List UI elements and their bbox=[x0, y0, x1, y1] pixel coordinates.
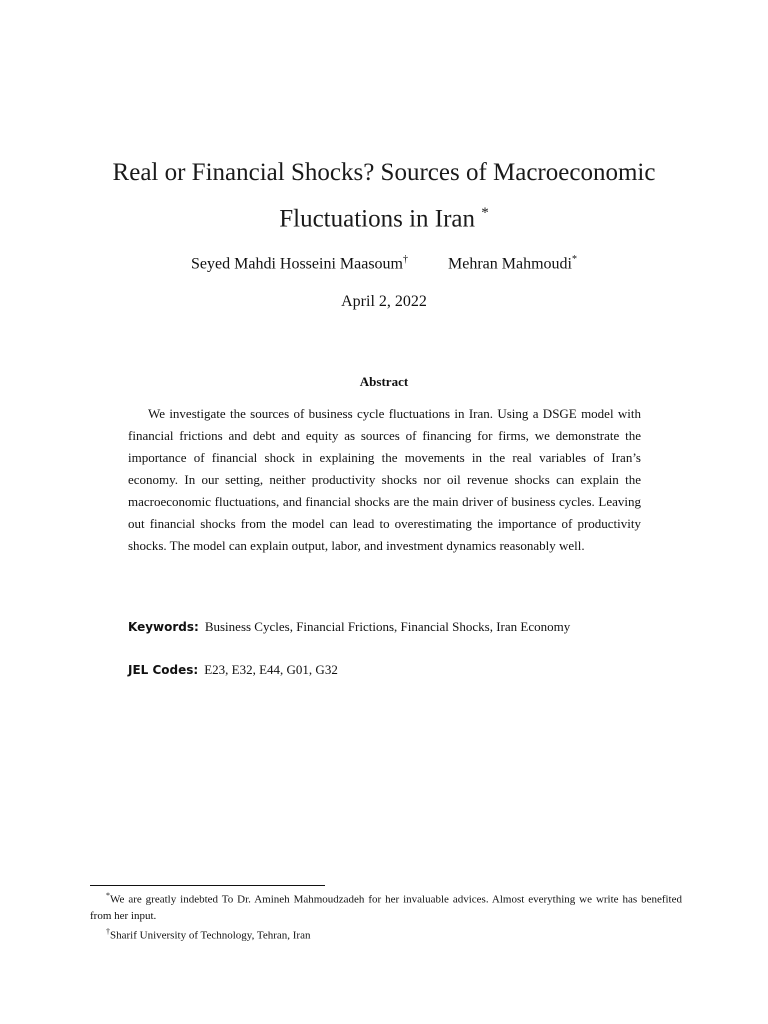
author-2-marker: * bbox=[571, 254, 577, 265]
paper-date: April 2, 2022 bbox=[341, 293, 427, 310]
author-1-marker: † bbox=[403, 254, 408, 265]
title-line-1: Real or Financial Shocks? Sources of Macroeconomic bbox=[112, 159, 656, 186]
footnote-divider bbox=[90, 885, 325, 886]
abstract-text: We investigate the sources of business cycle fluctuations in Iran. Using a DSGE model with financial frictions and debt and equity as sources of financing for firms, we demonstrate the importance of financial shock in explaining the movements in the real variables of Iran’s economy. In our setting, neither productivity shocks nor oil revenue shocks can explain the macroeconomic fluctuations, and financial shocks are the main driver of business cycles. Leaving out financial shocks from the model can lead to overestimating the importance of productivity shocks. The model can explain output, labor, and investment dynamics reasonably well. bbox=[128, 406, 641, 553]
author-1-name: Seyed Mahdi Hosseini Maasoum bbox=[191, 255, 403, 273]
author-list bbox=[0, 254, 768, 273]
footnotes bbox=[90, 888, 682, 943]
footnote-2 bbox=[90, 924, 682, 944]
title-line-2 bbox=[60, 193, 708, 239]
jel-codes-value: E23, E32, E44, G01, G32 bbox=[204, 662, 338, 677]
footnote-2-text: Sharif University of Technology, Tehran, Iran bbox=[110, 929, 311, 942]
jel-codes-label: JEL Codes: bbox=[128, 663, 199, 677]
keywords-line bbox=[128, 619, 688, 635]
abstract-heading: Abstract bbox=[359, 374, 409, 389]
footnote-1 bbox=[90, 888, 682, 924]
jel-codes-line bbox=[128, 662, 688, 678]
keywords-label: Keywords: bbox=[128, 620, 199, 634]
footnote-2-marker: † bbox=[106, 926, 110, 936]
keywords-value: Business Cycles, Financial Frictions, Financial Shocks, Iran Economy bbox=[204, 619, 571, 634]
footnote-1-text: We are greatly indebted To Dr. Amineh Mahmoudzadeh for her invaluable advices. Almost everything we write has benefited from her input. bbox=[90, 893, 682, 922]
footnote-1-marker: * bbox=[106, 891, 110, 900]
author-2-name: Mehran Mahmoudi bbox=[448, 255, 572, 273]
paper-title bbox=[60, 153, 708, 239]
author-1 bbox=[191, 254, 408, 273]
author-2 bbox=[448, 254, 577, 273]
title-line-2-text: Fluctuations in Iran bbox=[279, 205, 476, 233]
title-footnote-marker: * bbox=[481, 205, 489, 221]
